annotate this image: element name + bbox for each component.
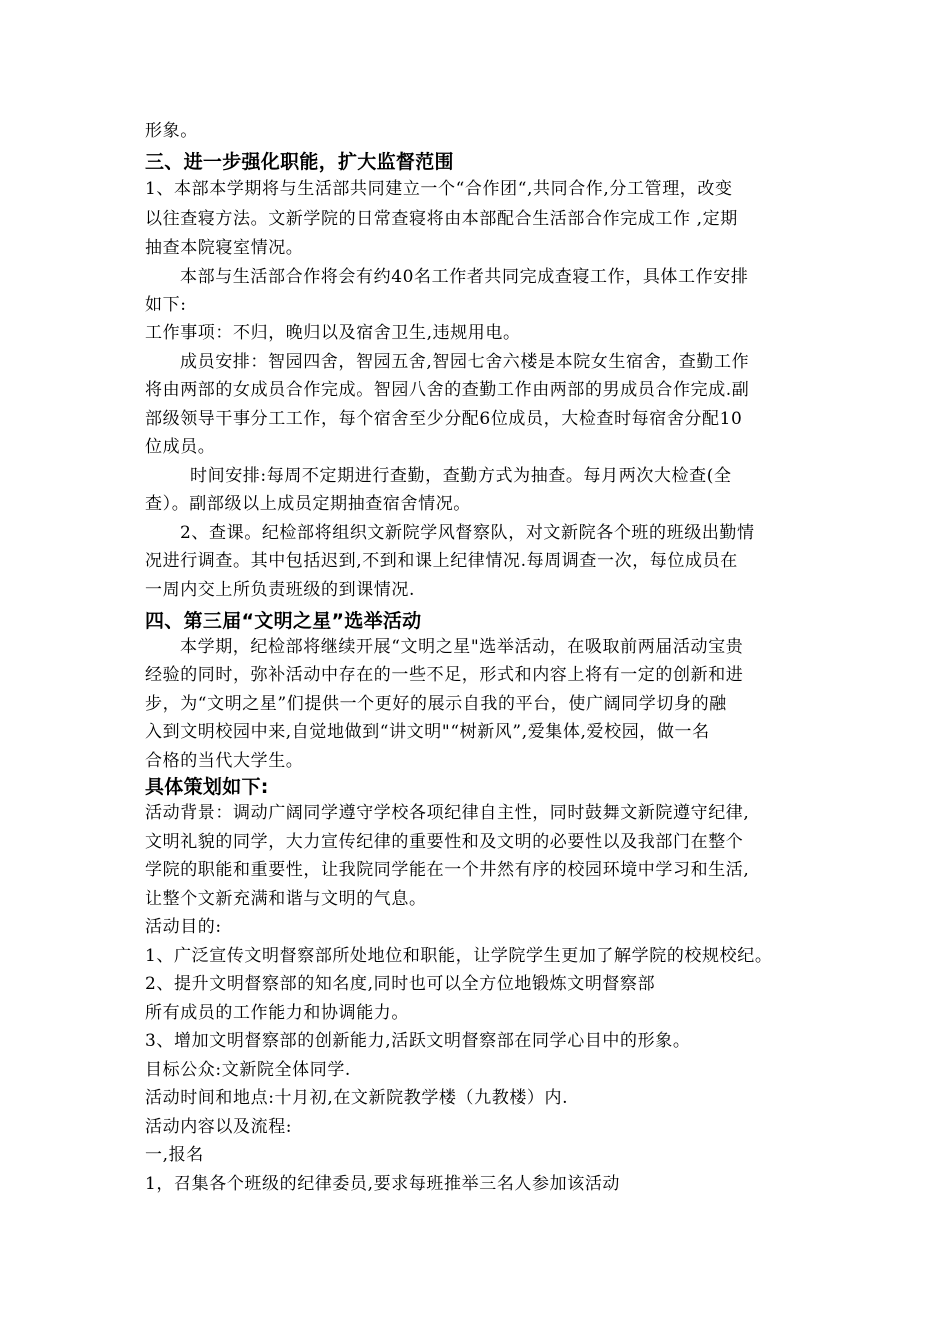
text-line: 经验的同时，弥补活动中存在的一些不足，形式和内容上将有一定的创新和进: [145, 665, 744, 685]
text-line: 一周内交上所负责班级的到课情况.: [145, 580, 416, 600]
text-line: 文明礼貌的同学，大力宣传纪律的重要性和及文明的必要性以及我部门在整个: [145, 832, 744, 852]
text-line: 活动背景：调动广阔同学遵守学校各项纪律自主性，同时鼓舞文新院遵守纪律,: [145, 803, 750, 823]
section-heading-3: 三、进一步强化职能，扩大监督范围: [145, 151, 454, 173]
text-line: 形象。: [145, 121, 198, 141]
text-line: 入到文明校园中来,自觉地做到“讲文明"“树新风”,爱集体,爱校园，做一名: [145, 722, 710, 742]
text-line: 如下:: [145, 295, 187, 315]
text-line: 1、广泛宣传文明督察部所处地位和职能，让学院学生更加了解学院的校规校纪。: [145, 946, 773, 966]
text-line: 1、本部本学期将与生活部共同建立一个“合作团“,共同合作,分工管理，改变: [145, 179, 733, 199]
text-line: 成员安排：智园四舍，智园五舍,智园七舍六楼是本院女生宿舍，查勤工作: [180, 352, 750, 372]
text-line: 抽查本院寝室情况。: [145, 238, 304, 258]
text-line: 2、查课。纪检部将组织文新院学风督察队，对文新院各个班的班级出勤情: [180, 523, 755, 543]
text-line: 目标公众:文新院全体同学.: [145, 1060, 351, 1080]
text-line: 况进行调查。其中包括迟到,不到和课上纪律情况.每周调查一次，每位成员在: [145, 551, 738, 571]
text-line: 查）。副部级以上成员定期抽查宿舍情况。: [145, 494, 471, 514]
plan-heading: 具体策划如下:: [145, 776, 269, 798]
text-line: 3、增加文明督察部的创新能力,活跃文明督察部在同学心目中的形象。: [145, 1031, 691, 1051]
text-line: 部级领导干事分工工作，每个宿舍至少分配6位成员，大检查时每宿舍分配10: [145, 409, 743, 429]
text-line: 本部与生活部合作将会有约40名工作者共同完成查寝工作，具体工作安排: [180, 267, 749, 287]
text-line: 活动内容以及流程:: [145, 1117, 293, 1137]
text-line: 以往查寝方法。文新学院的日常查寝将由本部配合生活部合作完成工作 ,定期: [145, 209, 738, 229]
text-line: 工作事项：不归，晚归以及宿舍卫生,违规用电。: [145, 323, 521, 343]
text-line: 一,报名: [145, 1145, 204, 1165]
text-line: 步，为“文明之星”们提供一个更好的展示自我的平台，使广阔同学切身的融: [145, 694, 727, 714]
text-line: 时间安排:每周不定期进行查勤，查勤方式为抽查。每月两次大检查(全: [190, 466, 732, 486]
text-line: 合格的当代大学生。: [145, 751, 304, 771]
text-line: 活动时间和地点:十月初,在文新院教学楼（九教楼）内.: [145, 1088, 569, 1108]
text-line: 1，召集各个班级的纪律委员,要求每班推举三名人参加该活动: [145, 1174, 621, 1194]
text-line: 学院的职能和重要性，让我院同学能在一个井然有序的校园环境中学习和生活,: [145, 860, 750, 880]
text-line: 让整个文新充满和谐与文明的气息。: [145, 889, 427, 909]
text-line: 位成员。: [145, 437, 216, 457]
text-line: 本学期，纪检部将继续开展“文明之星"选举活动，在吸取前两届活动宝贵: [180, 637, 744, 657]
section-heading-4: 四、第三届“文明之星”选举活动: [145, 610, 422, 632]
text-line: 2、提升文明督察部的知名度,同时也可以全方位地锻炼文明督察部: [145, 974, 656, 994]
text-line: 所有成员的工作能力和协调能力。: [145, 1003, 409, 1023]
text-line: 活动目的:: [145, 917, 222, 937]
text-line: 将由两部的女成员合作完成。智园八舍的查勤工作由两部的男成员合作完成.副: [145, 380, 750, 400]
